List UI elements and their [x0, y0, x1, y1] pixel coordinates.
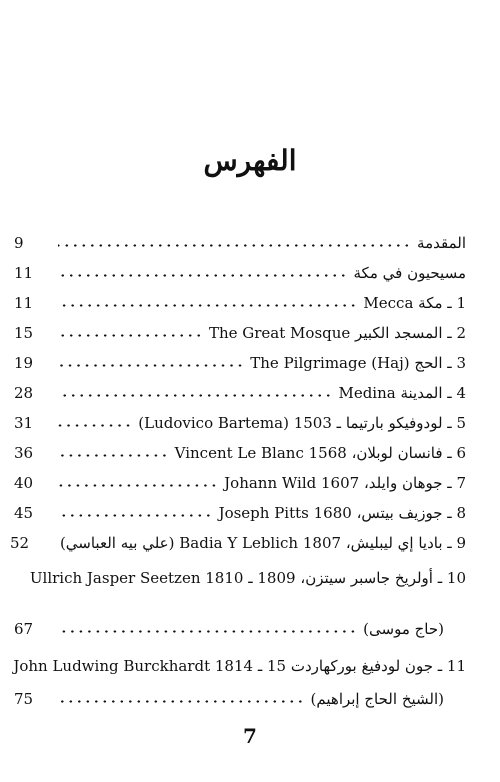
toc-entry-page: 52 — [9, 534, 30, 552]
toc-entry-page: 31 — [14, 414, 34, 432]
toc-entry-page: 19 — [14, 354, 34, 372]
toc-entry-label: 11 ـ جون لودفيغ بوركهاردت 15 ـ 1814 John Ludwing Burckhardt — [13, 657, 466, 675]
dot-leader — [58, 334, 203, 337]
toc-entry — [14, 645, 466, 675]
toc-entry — [14, 372, 466, 402]
toc-entry — [14, 608, 466, 638]
toc-entry-label: 1 ـ مكة Mecca — [363, 294, 466, 312]
toc-entry-label: 5 ـ لودوفيكو بارتيما ـ 1503 (Ludovico Bartema) — [138, 414, 466, 432]
toc-entry-page: 15 — [14, 324, 34, 342]
toc-entry — [14, 312, 466, 342]
dot-leader — [58, 700, 305, 703]
toc-entry-label: المقدمة — [417, 234, 466, 252]
toc-entry-label: (الشيخ الحاج إبراهيم) — [310, 690, 444, 708]
toc-entry-label: (حاج موسى) — [363, 620, 444, 638]
toc-entry — [14, 342, 466, 372]
toc-entry-label: 2 ـ المسجد الكبير The Great Mosque — [208, 324, 466, 342]
toc-entry — [14, 432, 466, 462]
dot-leader — [58, 484, 218, 487]
toc-entry-label: 6 ـ فانسان لوبلان، Vincent Le Blanc 1568 — [174, 444, 466, 462]
toc-entry-page: 11 — [14, 264, 34, 282]
toc-entry — [9, 522, 466, 552]
dot-leader — [58, 304, 357, 307]
toc-entry-label: 9 ـ باديا إي ليبليش، Badia Y Leblich 1807 (علي بيه العباسي) — [59, 534, 466, 552]
toc-entry-page: 67 — [14, 620, 34, 638]
dot-leader — [58, 364, 244, 367]
page-number: 7 — [243, 724, 257, 748]
toc-entry-page: 28 — [14, 384, 34, 402]
dot-leader — [58, 630, 357, 633]
toc-entry-page: 11 — [14, 294, 34, 312]
toc-entry-label: مسيحيون في مكة — [353, 264, 466, 282]
toc-entry-page: 40 — [14, 474, 34, 492]
toc-entry-label: 8 ـ جوزيف بيتس، Joseph Pitts 1680 — [218, 504, 466, 522]
toc-entry — [14, 557, 466, 587]
page-title: الفهرس — [203, 144, 297, 177]
toc-entry-page: 9 — [14, 234, 24, 252]
toc-entry-label: 4 ـ المدينة Medina — [338, 384, 466, 402]
toc-entry — [14, 402, 466, 432]
toc-entry-label: 7 ـ جوهان وايلد، Johann Wild 1607 — [224, 474, 466, 492]
dot-leader — [58, 454, 169, 457]
toc-entry — [14, 222, 466, 252]
toc-entry-page: 75 — [14, 690, 34, 708]
toc-entry — [14, 492, 466, 522]
toc-entry-label: 3 ـ الحج The Pilgrimage (Haj) — [250, 354, 466, 372]
toc-entry-page: 36 — [14, 444, 34, 462]
dot-leader — [58, 514, 213, 517]
toc-entry-page: 45 — [14, 504, 34, 522]
toc-entry-label: 10 ـ أولريخ جاسبر سيتزن، 1809 ـ 1810 Ullrich Jasper Seetzen — [29, 569, 466, 587]
dot-leader — [58, 244, 411, 247]
dot-leader — [58, 274, 348, 277]
toc-entry — [14, 282, 466, 312]
dot-leader — [58, 394, 332, 397]
dot-leader — [58, 424, 132, 427]
toc-entry — [14, 678, 466, 708]
toc-entry — [14, 252, 466, 282]
toc-entry — [14, 462, 466, 492]
